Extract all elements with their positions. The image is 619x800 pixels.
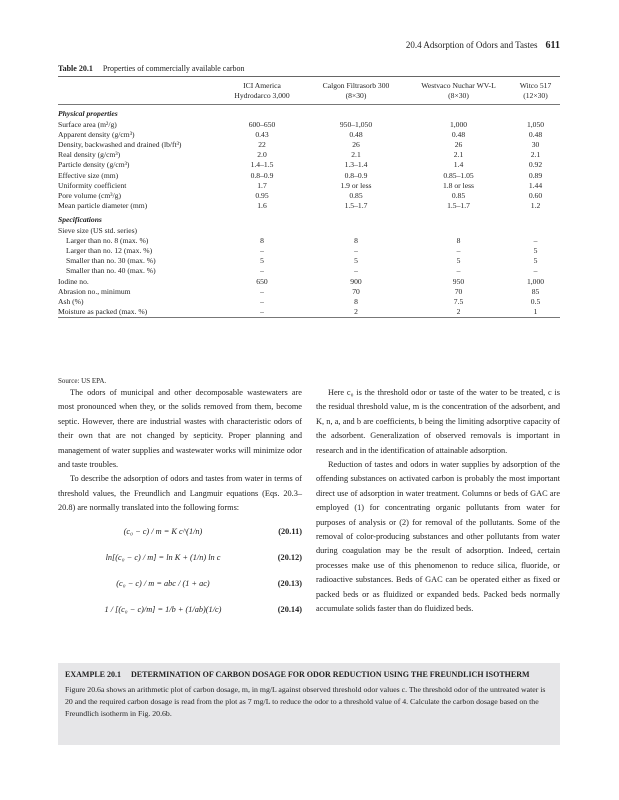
column-header-line: Westvaco Nuchar WV-L — [421, 81, 496, 90]
column-header — [406, 77, 511, 105]
cell-value: 0.60 — [528, 191, 543, 201]
cell-value: – — [354, 266, 358, 276]
paragraph: Here c₀ is the threshold odor or taste of the water to be treated, c is the residual threshold value, m is the concentration of the adsorbent, and K, n, a, and b are coefficients, b being the limiting adsorptive capacity of the adsorbent. Generalization of observed removals is important in research and in the identification of attainable adsorption. — [316, 388, 560, 455]
cell-value: 7.5 — [453, 297, 464, 307]
equation-number: (20.12) — [277, 552, 302, 562]
equations — [58, 520, 302, 624]
cell-value: 70 — [454, 286, 463, 296]
section-row — [58, 211, 560, 225]
cell-value: 1.4–1.5 — [250, 160, 274, 170]
cell-value: – — [456, 246, 461, 256]
table-row — [58, 287, 560, 297]
row-label: Larger than no. 8 (max. %) — [66, 235, 149, 245]
right-column — [316, 386, 560, 617]
example-title: DETERMINATION OF CARBON DOSAGE FOR ODOR REDUCTION USING THE FREUNDLICH ISOTHERM — [131, 670, 530, 679]
page-number: 611 — [545, 40, 560, 51]
cell-value: 8 — [354, 235, 358, 245]
cell-value: – — [260, 286, 264, 296]
running-header — [406, 40, 560, 51]
paragraph: The odors of municipal and other decomposable wastewaters are most pronounced when they, or the solids removed from them, become septic. However, there are industrial wastes with characteristic odors of their own that are not changed by septicity. Proper planning and management of water supplies and wastewater works will minimize odor and taste troubles. — [58, 388, 302, 470]
table-row — [58, 160, 560, 170]
table-row — [58, 226, 560, 236]
cell-value: 26 — [352, 140, 360, 150]
row-label: Abrasion no., minimum — [58, 286, 131, 296]
cell-value: 650 — [256, 276, 268, 286]
cell-value: 5 — [354, 256, 358, 266]
example-text: Figure 20.6a shows an arithmetic plot of carbon dosage, m, in mg/L against observed threshold odor values c. The threshold odor of the untreated water is 20 and the required carbon dosage is read from the plot as 7 mg/L to reduce the odor to a threshold value of 4. Calculate the carbon dosage based on the Freundlich isotherm in Fig. 20.6b. — [65, 685, 546, 718]
cell-value: 0.43 — [255, 129, 269, 139]
column-header-line: Witco 517 — [519, 81, 552, 90]
cell-value: – — [260, 297, 264, 307]
cell-value: 0.89 — [528, 170, 543, 180]
equation-formula: ln[(c₀ − c) / m] = ln K + (1/n) ln c — [105, 552, 221, 562]
equation-formula: (c₀ − c) / m = abc / (1 + ac) — [116, 578, 210, 588]
row-label: Smaller than no. 40 (max. %) — [66, 266, 156, 276]
row-label: Ash (%) — [58, 297, 84, 307]
cell-value: 5 — [533, 246, 538, 256]
cell-value: 0.85 — [451, 191, 466, 201]
cell-value: 1.44 — [528, 180, 543, 190]
paragraph: Reduction of tastes and odors in water supplies by adsorption of the offending substances on activated carbon is probably the most important direct use of adsorption in water treatment. Columns or beds of GAC are employed (1) for concentrating organic pollutants from water for purposes of analysis or (2) for removal of the pollutants. Some of the removal of color-producing substances and other pollutants from water during coagulation may be the result of adsorption. Indeed, certain processes make use of this phenomenon to reduce silica, fluoride, or radioactive substances. Beds of GAC can be operated either as fixed or packed beds or as fluidized or expanded beds. Packed beds normally accumulate solids faster than do fluidized beds. — [316, 460, 560, 614]
column-header-line: (8×30) — [448, 91, 469, 101]
table-row — [58, 120, 560, 130]
column-header-line: ICI America — [243, 81, 281, 90]
cell-value: 70 — [352, 286, 360, 296]
cell-value: 0.85 — [349, 191, 363, 201]
cell-value: 85 — [531, 286, 540, 296]
row-label: Effective size (mm) — [58, 170, 119, 180]
column-header-line: Calgon Filtrasorb 300 — [322, 81, 390, 90]
cell-value: 0.48 — [528, 129, 543, 139]
table-row — [58, 246, 560, 256]
row-label: Sieve size (US std. series) — [58, 225, 138, 235]
column-header-line: (12×30) — [523, 91, 548, 101]
table-row — [58, 171, 560, 181]
table-row — [58, 277, 560, 287]
cell-value: 2.1 — [351, 150, 361, 160]
paragraph: To describe the adsorption of odors and tastes from water in terms of threshold values, the Freundlich and Langmuir equations (Eqs. 20.3–20.8) are normally translated into the following forms: — [58, 474, 302, 513]
cell-value: 5 — [456, 256, 461, 266]
cell-value: 1.8 or less — [442, 180, 474, 190]
equation — [58, 572, 302, 598]
table-caption — [58, 64, 245, 73]
cell-value: 1,050 — [526, 119, 545, 129]
table-row — [58, 256, 560, 266]
cell-value: 1,000 — [449, 119, 468, 129]
cell-value: 0.95 — [255, 191, 269, 201]
cell-value: – — [533, 266, 538, 276]
cell-value: 5 — [260, 256, 264, 266]
cell-value: 900 — [350, 276, 362, 286]
table-row — [58, 140, 560, 150]
column-header — [511, 77, 560, 105]
cell-value: 1.4 — [453, 160, 464, 170]
cell-value: 0.92 — [528, 160, 543, 170]
cell-value: – — [456, 266, 461, 276]
cell-value: 5 — [533, 256, 538, 266]
row-label: Apparent density (g/cm³) — [58, 129, 135, 139]
equation — [58, 598, 302, 624]
row-label: Particle density (g/cm³) — [58, 160, 130, 170]
cell-value: 0.48 — [349, 129, 363, 139]
cell-value: – — [260, 246, 264, 256]
equation-formula: (c₀ − c) / m = K c^(1/n) — [123, 526, 203, 536]
table-row — [58, 266, 560, 276]
cell-value: – — [533, 235, 538, 245]
column-header — [306, 77, 406, 105]
cell-value: – — [260, 307, 264, 317]
cell-value: – — [260, 266, 264, 276]
cell-value: 1 — [533, 307, 538, 317]
cell-value: 2 — [456, 307, 461, 317]
table-row — [58, 297, 560, 307]
equation-number: (20.11) — [278, 526, 302, 536]
cell-value: 22 — [258, 140, 266, 150]
row-label: Larger than no. 12 (max. %) — [66, 246, 153, 256]
cell-value: 0.48 — [451, 129, 466, 139]
row-label: Surface area (m²/g) — [58, 119, 117, 129]
cell-value: – — [354, 246, 358, 256]
cell-value: 2.1 — [530, 150, 541, 160]
row-label: Pore volume (cm³/g) — [58, 191, 122, 201]
cell-value: 8 — [354, 297, 358, 307]
cell-value: 1.2 — [530, 201, 541, 211]
cell-value: 2.1 — [453, 150, 464, 160]
column-header — [218, 77, 306, 105]
row-label: Moisture as packed (max. %) — [58, 307, 148, 317]
row-label: Mean particle diameter (mm) — [58, 201, 148, 211]
equation-formula: 1 / [(c₀ − c)/m] = 1/b + (1/ab)(1/c) — [104, 604, 222, 614]
table-header-row — [58, 77, 560, 105]
cell-value: 1.3–1.4 — [344, 160, 368, 170]
column-header-line: Hydrodarco 3,000 — [234, 91, 290, 101]
table-source: Source: US EPA. — [58, 377, 107, 385]
equation — [58, 520, 302, 546]
cell-value: 0.5 — [530, 297, 541, 307]
row-label: Real density (g/cm³) — [58, 150, 121, 160]
section-title: 20.4 Adsorption of Odors and Tastes — [405, 40, 538, 50]
equation — [58, 546, 302, 572]
section-heading: Physical properties — [58, 109, 118, 119]
carbon-properties-table — [58, 76, 560, 318]
cell-value: 1,000 — [526, 276, 545, 286]
table-title: Properties of commercially available carbon — [102, 64, 245, 73]
cell-value: 0.85–1.05 — [443, 170, 474, 180]
row-label: Iodine no. — [58, 276, 89, 286]
cell-value: 1.9 or less — [340, 180, 372, 190]
table-label: Table 20.1 — [58, 64, 93, 73]
example-box — [58, 663, 560, 745]
table-row — [58, 191, 560, 201]
column-header-line: (8×30) — [345, 91, 367, 101]
equation-number: (20.14) — [277, 604, 302, 614]
row-label: Smaller than no. 30 (max. %) — [66, 256, 156, 266]
table-row — [58, 150, 560, 160]
cell-value: 8 — [260, 235, 264, 245]
cell-value: 30 — [531, 140, 540, 150]
example-label: EXAMPLE 20.1 — [65, 670, 121, 679]
table-row — [58, 236, 560, 246]
cell-value: 1.5–1.7 — [344, 201, 368, 211]
equation-number: (20.13) — [277, 578, 302, 588]
cell-value: 2.0 — [257, 150, 267, 160]
example-heading — [65, 669, 553, 680]
cell-value: 950 — [452, 276, 465, 286]
cell-value: 1.6 — [257, 201, 267, 211]
section-row — [58, 105, 560, 120]
cell-value: 0.8–0.9 — [250, 170, 274, 180]
table-row — [58, 201, 560, 211]
cell-value: 950–1,050 — [339, 119, 373, 129]
row-label: Uniformity coefficient — [58, 180, 127, 190]
cell-value: 1.7 — [257, 180, 267, 190]
row-label: Density, backwashed and drained (lb/ft³) — [58, 140, 182, 150]
cell-value: 0.8–0.9 — [344, 170, 368, 180]
cell-value: 1.5–1.7 — [447, 201, 470, 211]
section-heading: Specifications — [58, 215, 102, 225]
cell-value: 2 — [354, 307, 358, 317]
left-column — [58, 386, 302, 624]
table-row — [58, 130, 560, 140]
cell-value: 26 — [454, 140, 463, 150]
table-row — [58, 181, 560, 191]
cell-value: 600–650 — [248, 119, 276, 129]
cell-value: 8 — [456, 235, 461, 245]
table-row — [58, 307, 560, 318]
